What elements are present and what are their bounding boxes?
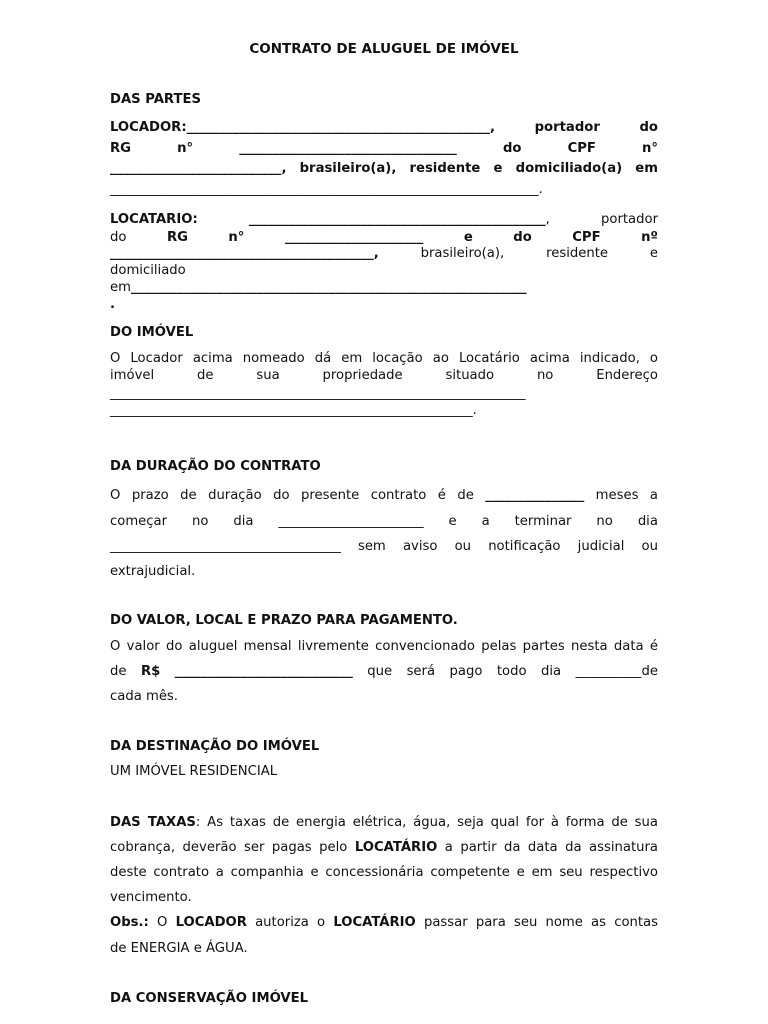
locatario-cpf-label: CPF	[572, 230, 601, 245]
obs-text: O	[156, 915, 168, 930]
valor-text: que será pago todo dia	[367, 664, 562, 679]
locatario-address-blank: ____________________________________________________________	[130, 280, 527, 295]
taxas-line-2	[110, 839, 658, 857]
imovel-address-blank-2: _______________________________________________________.	[110, 403, 477, 418]
locatario-do-2: do	[513, 230, 532, 245]
locador-line-2	[110, 140, 658, 158]
locador-cpf-n: n°	[642, 141, 659, 156]
imovel-word: imóvel	[110, 368, 155, 383]
duracao-word: no	[596, 514, 613, 529]
valor-line-1: O valor do aluguel mensal livremente convencionado pelas partes nesta data é	[110, 639, 658, 654]
locatario-label: LOCATARIO:	[110, 212, 198, 227]
locatario-rg-label: RG	[166, 230, 188, 245]
duracao-end-blank: ___________________________________	[110, 539, 341, 554]
duracao-word: dia	[637, 514, 658, 529]
imovel-address-blank-1: _______________________________________________________________	[110, 386, 526, 401]
locador-rg-label: RG	[110, 141, 131, 156]
duracao-meses: meses a	[595, 488, 658, 503]
destinacao-text: UM IMÓVEL RESIDENCIAL	[110, 764, 278, 779]
duracao-word: começar	[110, 514, 168, 529]
locador-rg-n: n°	[177, 141, 194, 156]
locatario-line-5	[110, 279, 658, 297]
locador-rg-blank: _________________________________	[239, 141, 457, 156]
imovel-word: no	[536, 368, 554, 383]
taxas-label: DAS TAXAS	[110, 815, 196, 830]
section-heading-destinacao: DA DESTINAÇÃO DO IMÓVEL	[110, 739, 320, 754]
locador-cpf-label: CPF	[567, 141, 596, 156]
valor-day-blank: __________	[575, 664, 642, 679]
locador-label: LOCADOR:	[110, 120, 187, 135]
section-heading-partes: DAS PARTES	[110, 92, 201, 107]
obs-locador: LOCADOR	[175, 915, 247, 930]
locador-do: do	[502, 141, 522, 156]
locatario-cpf-blank: ________________________________________	[110, 246, 374, 261]
locador-line-1	[110, 119, 658, 137]
duracao-word: no	[192, 514, 209, 529]
duracao-text-2: sem aviso ou notificação judicial ou	[357, 539, 658, 554]
duracao-months-blank: _______________	[485, 488, 585, 503]
taxas-text-2: cobrança, deverão ser pagas pelo	[110, 840, 348, 855]
locatario-name-blank: _____________________________________________	[248, 212, 546, 227]
locador-address-blank: _________________________________________________________________.	[110, 182, 543, 197]
obs-text-3: passar para seu nome as contas	[423, 915, 658, 930]
duracao-line-2	[110, 513, 658, 531]
valor-de: de	[110, 664, 127, 679]
imovel-word: sua	[256, 368, 280, 383]
taxas-line-1	[110, 814, 658, 832]
duracao-word: a	[481, 514, 490, 529]
taxas-text: : As taxas de energia elétrica, água, seja qual for à forma de sua	[195, 815, 658, 830]
duracao-line-3	[110, 538, 658, 556]
locatario-do: do	[110, 230, 127, 245]
locador-nationality: , brasileiro(a), residente e domiciliado(a) em	[281, 161, 658, 176]
taxas-line-4: vencimento.	[110, 890, 192, 905]
locatario-cpf-n: nº	[641, 230, 658, 245]
locatario-line-3	[110, 245, 658, 263]
locador-text: , portador do	[489, 120, 658, 135]
locatario-residente: residente	[546, 246, 608, 261]
obs-text-2: autoriza o	[255, 915, 326, 930]
locatario-rg-blank: _____________________	[284, 230, 424, 245]
taxas-locatario: LOCATÁRIO	[354, 840, 438, 855]
obs-label: Obs.:	[110, 915, 149, 930]
duracao-text: O prazo de duração do presente contrato é de	[110, 488, 474, 503]
locatario-period: .	[110, 297, 116, 312]
duracao-line-4: extrajudicial.	[110, 564, 196, 579]
duracao-line-1	[110, 487, 658, 505]
imovel-word: situado	[445, 368, 495, 383]
obs-locatario: LOCATÁRIO	[333, 915, 416, 930]
locatario-em: em	[110, 280, 131, 295]
imovel-line-2	[110, 367, 658, 385]
duracao-start-blank: ______________________	[278, 514, 424, 529]
locatario-e: e	[463, 230, 473, 245]
taxas-obs-line-2: de ENERGIA e ÁGUA.	[110, 941, 248, 956]
taxas-line-3: deste contrato a companhia e concessionária competente e em seu respectivo	[110, 865, 658, 880]
locador-name-blank: ______________________________________________	[186, 120, 490, 135]
taxas-obs-line-1	[110, 914, 658, 932]
locatario-domiciliado: domiciliado	[110, 263, 186, 278]
locatario-comma: ,	[373, 246, 379, 261]
locatario-e-2: e	[649, 246, 658, 261]
section-heading-duracao: DA DURAÇÃO DO CONTRATO	[110, 459, 321, 474]
duracao-word: e	[448, 514, 457, 529]
locador-cpf-blank: __________________________	[110, 161, 282, 176]
imovel-word: de	[197, 368, 214, 383]
document-title: CONTRATO DE ALUGUEL DE IMÓVEL	[249, 41, 519, 57]
section-heading-conservacao: DA CONSERVAÇÃO IMÓVEL	[110, 991, 309, 1006]
locatario-rg-n: n°	[228, 230, 245, 245]
locatario-line-1	[110, 211, 658, 229]
valor-currency: R$	[140, 664, 161, 679]
locador-line-3	[110, 160, 658, 178]
taxas-text-3: a partir da data da assinatura	[444, 840, 658, 855]
imovel-line-1: O Locador acima nomeado dá em locação ao Locatário acima indicado, o	[110, 351, 658, 366]
valor-line-2	[110, 663, 658, 681]
valor-amount-blank: ___________________________	[174, 664, 353, 679]
valor-line-3: cada mês.	[110, 689, 178, 704]
locatario-text: , portador	[545, 212, 658, 227]
imovel-word: propriedade	[322, 368, 403, 383]
section-heading-imovel: DO IMÓVEL	[110, 325, 194, 340]
duracao-word: dia	[233, 514, 254, 529]
duracao-word: terminar	[514, 514, 572, 529]
imovel-word: Endereço	[596, 368, 658, 383]
section-heading-valor: DO VALOR, LOCAL E PRAZO PARA PAGAMENTO.	[110, 613, 458, 628]
valor-de-2: de	[641, 664, 658, 679]
locatario-nationality: brasileiro(a),	[420, 246, 505, 261]
